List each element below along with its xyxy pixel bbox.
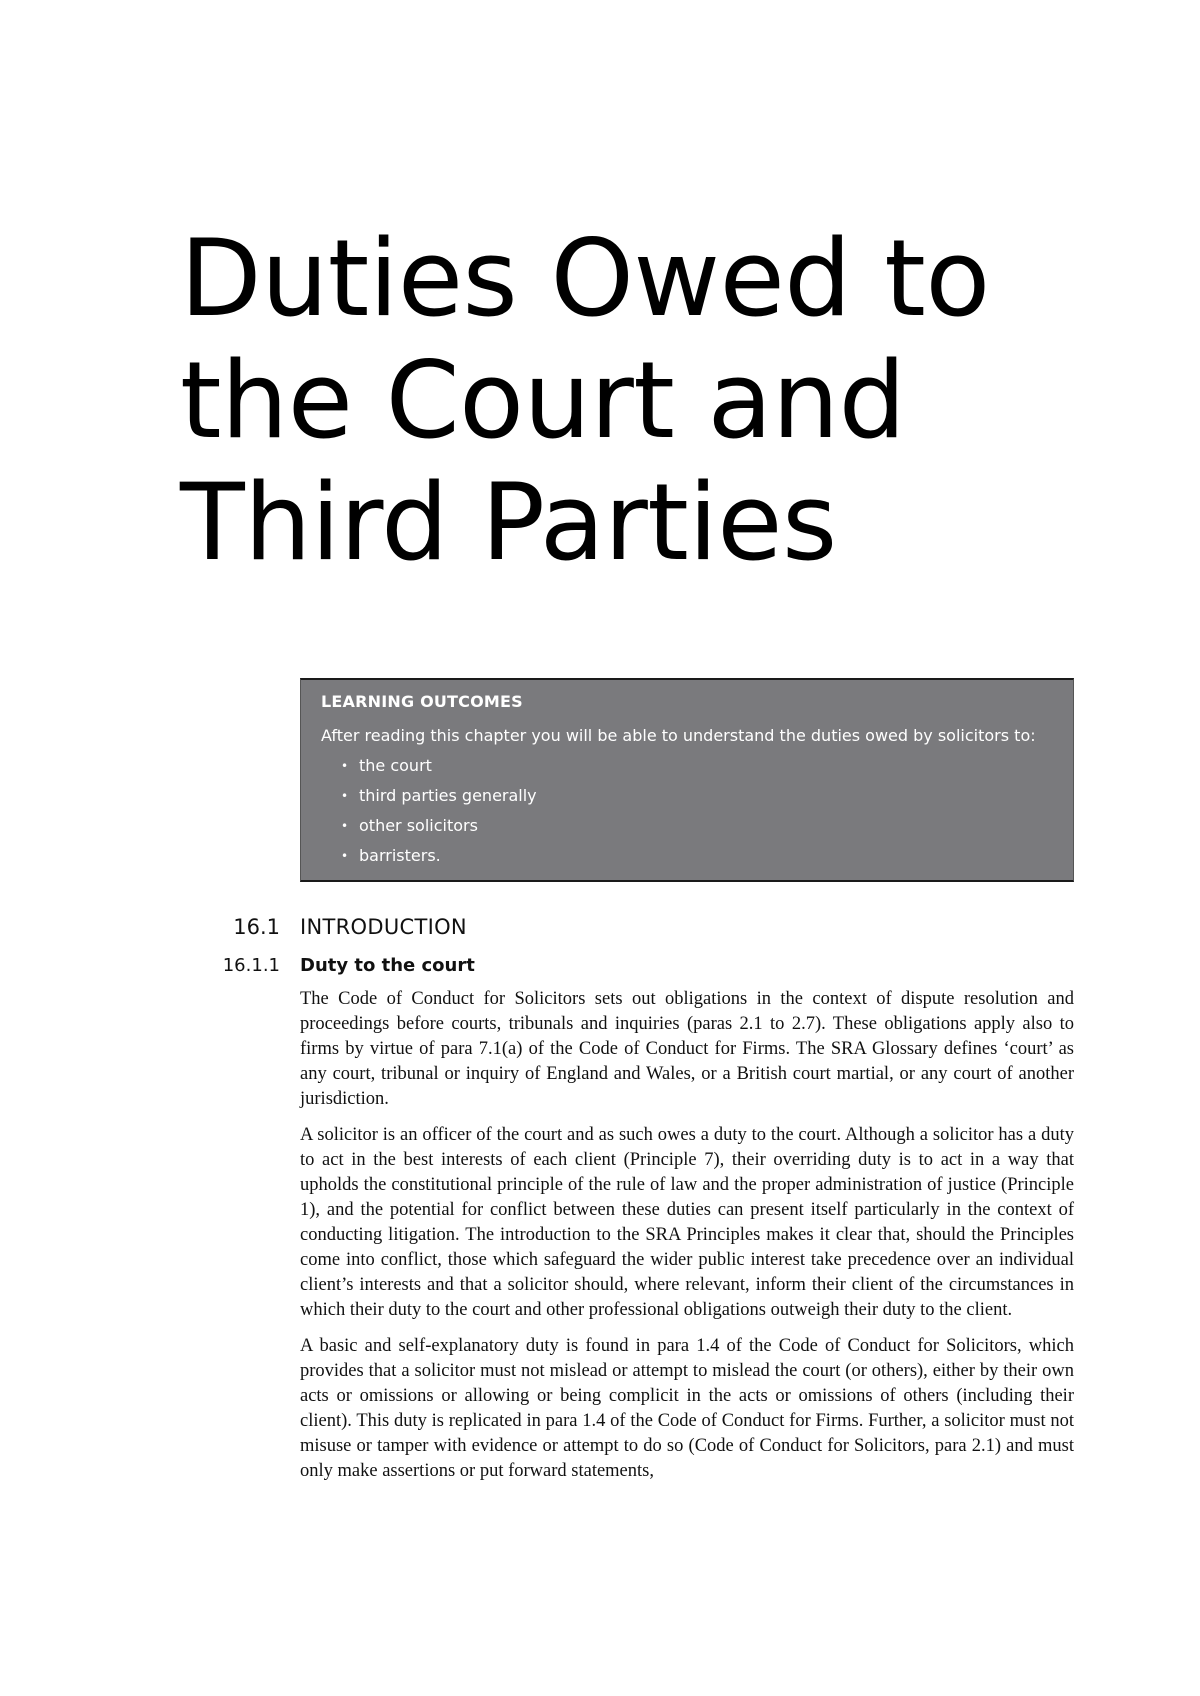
learning-outcome-item: [341, 816, 1053, 836]
learning-outcome-text: barristers.: [359, 846, 441, 865]
learning-outcome-text: the court: [359, 756, 432, 775]
subsection-number: 16.1.1: [222, 955, 280, 976]
body-text: [300, 987, 1074, 1495]
subsection-title: Duty to the court: [300, 955, 475, 976]
section-number: 16.1: [233, 915, 280, 939]
learning-outcome-text: third parties generally: [359, 786, 537, 805]
section-title: INTRODUCTION: [300, 915, 467, 939]
chapter-title-line: the Court and: [180, 339, 906, 462]
chapter-title-line: Duties Owed to: [180, 217, 990, 340]
bullet-icon: •: [341, 759, 349, 773]
learning-outcomes-heading: LEARNING OUTCOMES: [321, 692, 523, 711]
learning-outcome-item: [341, 786, 1053, 806]
bullet-icon: •: [341, 849, 349, 863]
bullet-icon: •: [341, 819, 349, 833]
bullet-icon: •: [341, 789, 349, 803]
learning-outcome-item: [341, 846, 1053, 866]
learning-outcomes-box: [300, 678, 1074, 882]
learning-outcomes-list: [321, 756, 1053, 866]
paragraph: The Code of Conduct for Solicitors sets out obligations in the context of dispute resolution and proceedings before courts, tribunals and inquiries (paras 2.1 to 2.7). These obligations apply also to firms by virtue of para 7.1(a) of the Code of Conduct for Firms. The SRA Glossary defines ‘court’ as any court, tribunal or inquiry of England and Wales, or a British court martial, or any court of another jurisdiction.: [300, 989, 1074, 1109]
learning-outcome-text: other solicitors: [359, 816, 478, 835]
paragraph: A basic and self-explanatory duty is found in para 1.4 of the Code of Conduct for Solicitors, which provides that a solicitor must not mislead or attempt to mislead the court (or others), either by their own acts or omissions or allowing or being complicit in the acts or omissions of others (including their client). This duty is replicated in para 1.4 of the Code of Conduct for Firms. Further, a solicitor must not misuse or tamper with evidence or attempt to do so (Code of Conduct for Solicitors, para 2.1) and must only make assertions or put forward statements,: [300, 1336, 1074, 1481]
chapter-title: [180, 218, 1080, 584]
paragraph: A solicitor is an officer of the court and as such owes a duty to the court. Although a solicitor has a duty to act in the best interests of each client (Principle 7), their overriding duty is to act in a way that upholds the constitutional principle of the rule of law and the proper administration of justice (Principle 1), and the potential for conflict between these duties can present itself particularly in the context of conducting litigation. The introduction to the SRA Principles makes it clear that, should the Principles come into conflict, those which safeguard the wider public interest take precedence over an individual client’s interests and that a solicitor should, where relevant, inform their client of the circumstances in which their duty to the court and other professional obligations outweigh their duty to the client.: [300, 1125, 1074, 1320]
learning-outcomes-intro: After reading this chapter you will be able to understand the duties owed by solicitors to:: [321, 726, 1036, 745]
chapter-title-line: Third Parties: [180, 461, 837, 584]
learning-outcome-item: [341, 756, 1053, 776]
